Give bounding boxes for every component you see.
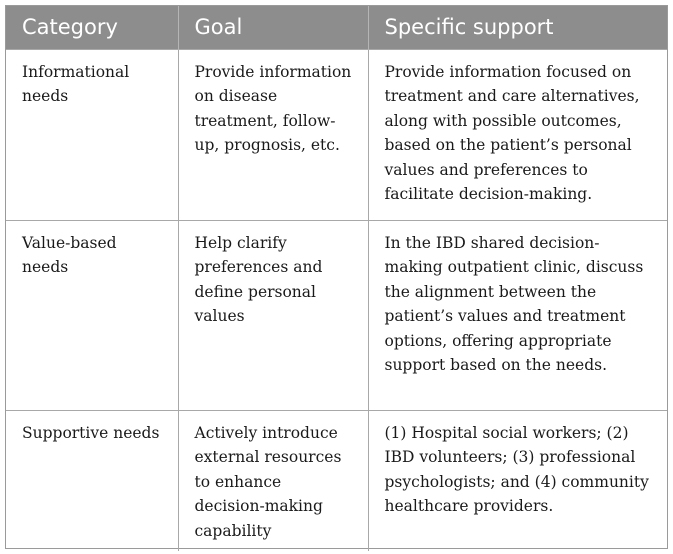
cell-support: In the IBD shared decision-making outpatient clinic, discuss the alignment between the patient’s values and treatment options, offering appropriate support based on the needs. — [368, 220, 667, 410]
header-goal: Goal — [178, 6, 368, 49]
table-header-row — [6, 6, 667, 49]
table-row — [6, 49, 667, 220]
cell-category: Value-based needs — [6, 220, 178, 410]
cell-goal: Provide information on disease treatment, follow-up, prognosis, etc. — [178, 49, 368, 220]
cell-category: Supportive needs — [6, 410, 178, 551]
table-row — [6, 410, 667, 551]
table-row — [6, 220, 667, 410]
cell-goal: Help clarify preferences and define personal values — [178, 220, 368, 410]
cell-support: Provide information focused on treatment and care alternatives, along with possible outcomes, based on the patient’s personal values and preferences to facilitate decision-making. — [368, 49, 667, 220]
support-needs-table — [6, 6, 667, 551]
support-table-container — [5, 5, 668, 549]
header-category: Category — [6, 6, 178, 49]
cell-category: Informational needs — [6, 49, 178, 220]
cell-support: (1) Hospital social workers; (2) IBD volunteers; (3) professional psychologists; and (4) community healthcare providers. — [368, 410, 667, 551]
header-specific-support: Specific support — [384, 15, 554, 40]
cell-goal: Actively introduce external resources to enhance decision-making capability — [178, 410, 368, 551]
